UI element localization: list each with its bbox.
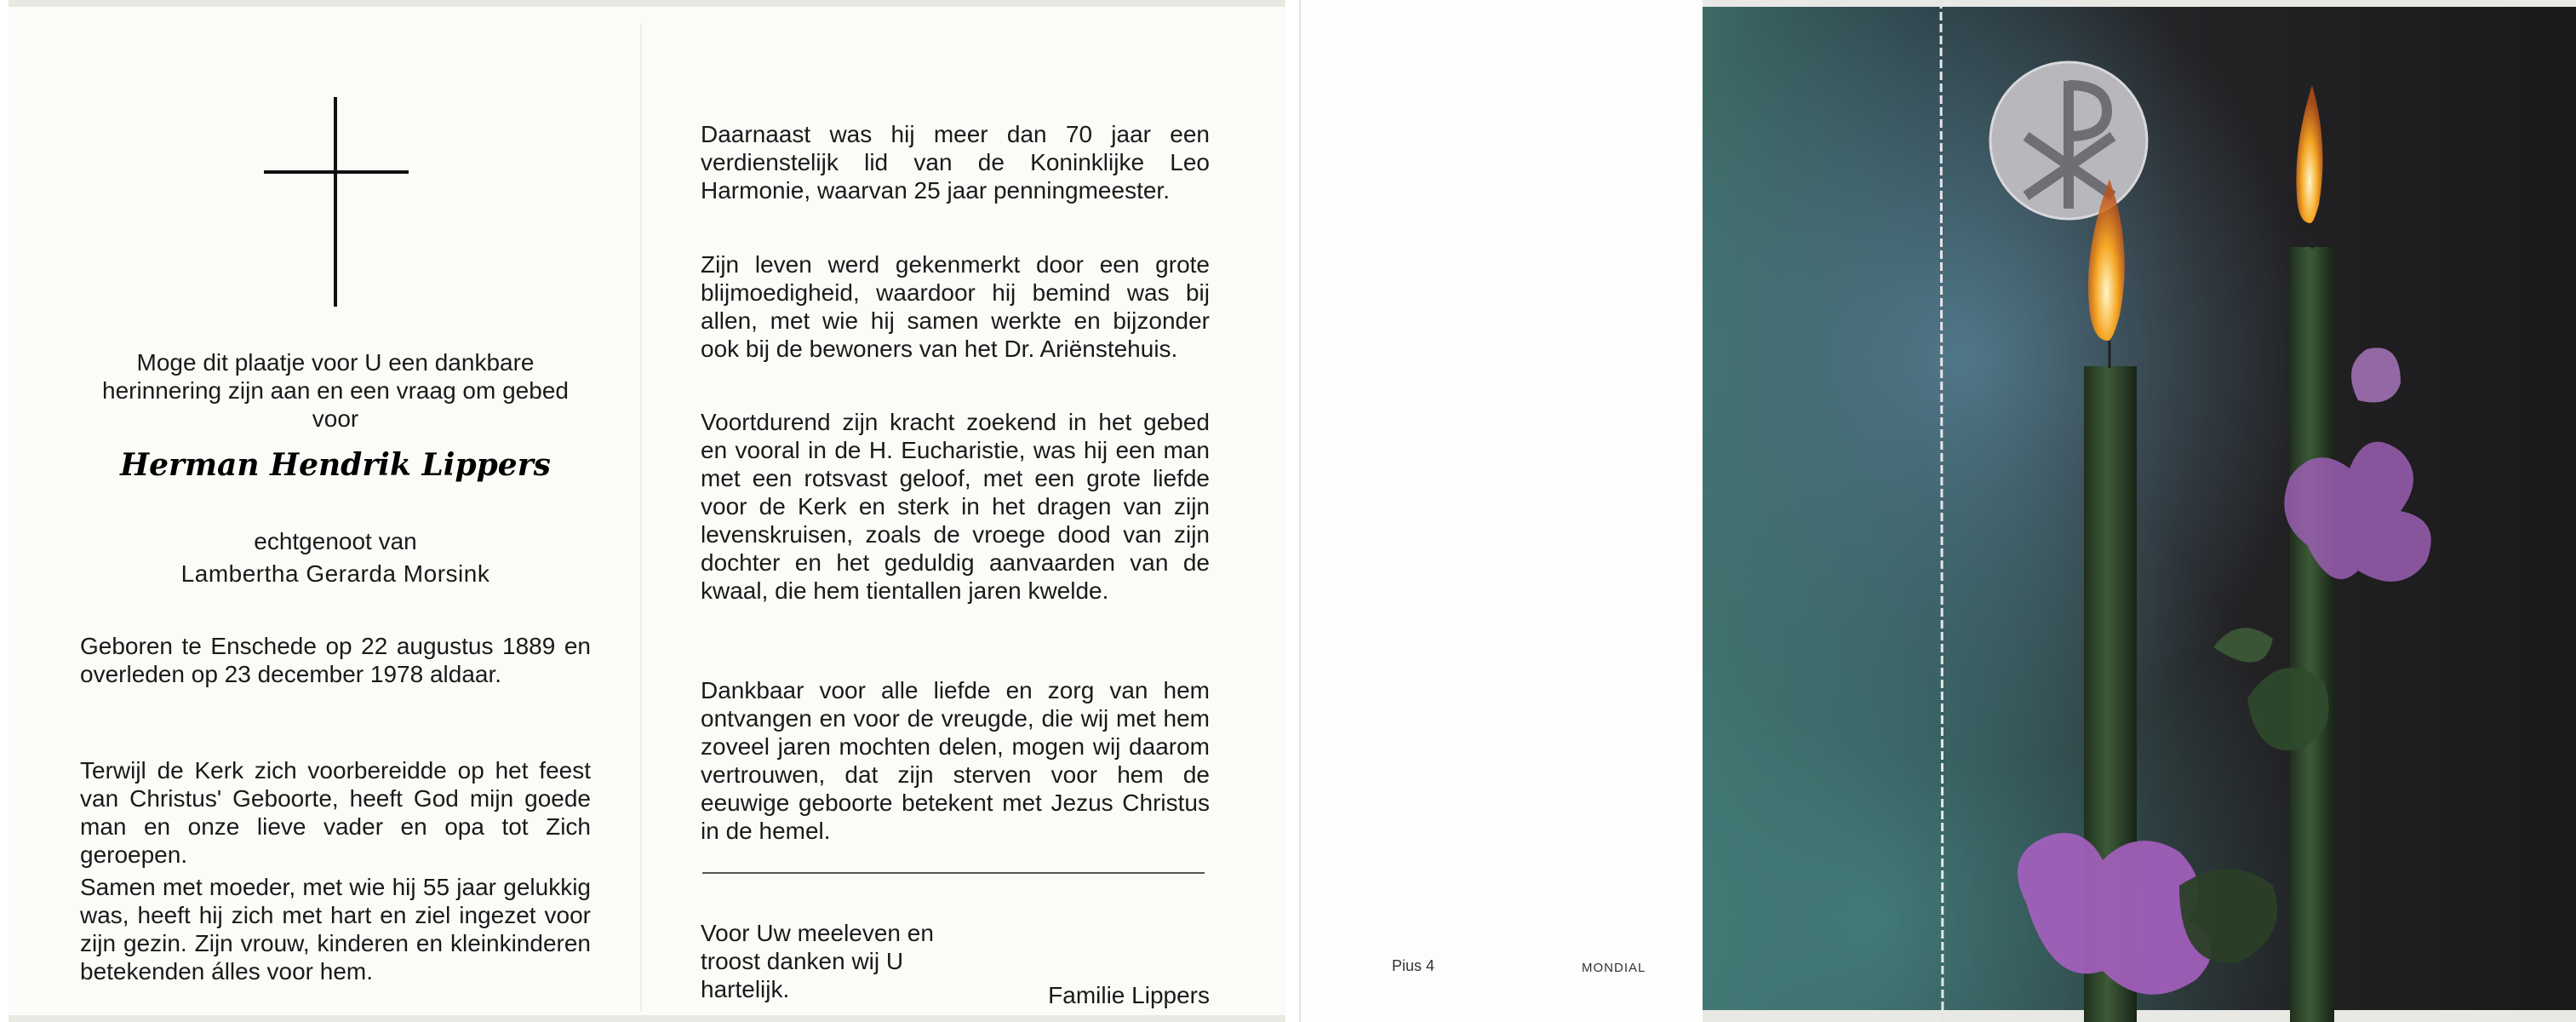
- paragraph: Daarnaast was hij meer dan 70 jaar een verdienstelijk lid van de Koninklijke Leo Harmonie, waarvan 25 jaar penningmeester.: [701, 121, 1210, 204]
- print-code: Pius 4: [1392, 957, 1435, 974]
- spouse-name: Lambertha Gerarda Morsink: [180, 560, 490, 587]
- paragraph: Samen met moeder, met wie hij 55 jaar gelukkig was, heeft hij zich met hart en ziel ingezet voor zijn gezin. Zijn vrouw, kinderen en kleinkinderen betekenden álles voor hem.: [80, 874, 591, 985]
- printer-name: MONDIAL: [1582, 961, 1646, 975]
- paragraph: Voortdurend zijn kracht zoekend in het gebed en vooral in de H. Eucharistie, was hij een man met een rotsvast geloof, met een grote liefde voor de Kerk en sterk in het dragen van zijn levenskruisen, zoals de vroege dood van zijn dochter en het geduldig aanvaarden van de kwaal, die hem tientallen jaren kwelde.: [701, 409, 1210, 604]
- spouse-role: echtgenoot van: [254, 528, 417, 554]
- memorial-card-inner: [9, 0, 1285, 1022]
- memorial-card-back: [1299, 0, 1703, 1022]
- candle-photo: [1703, 0, 2576, 1022]
- deceased-name: Herman Hendrik Lippers: [120, 447, 551, 483]
- intro-text: Moge dit plaatje voor U een dankbare herinnering zijn aan en een vraag om gebed voor: [102, 349, 569, 432]
- family-signature: Familie Lippers: [1048, 982, 1210, 1008]
- card-fold-line: [640, 24, 642, 1012]
- thanks-text: Voor Uw meeleven en troost danken wij U hartelijk.: [701, 920, 934, 1002]
- birth-death-text: Geboren te Enschede op 22 augustus 1889 en overleden op 23 december 1978 aldaar.: [80, 633, 591, 687]
- chi-rho-icon: [1990, 62, 2147, 219]
- cross-icon: [264, 97, 409, 307]
- divider: [702, 872, 1205, 874]
- paragraph: Terwijl de Kerk zich voorbereidde op het feest van Christus' Geboorte, heeft God mijn goede man en onze lieve vader en opa tot Zich geroepen.: [80, 757, 591, 868]
- photo-illustration: [1703, 0, 2576, 1022]
- paragraph: Zijn leven werd gekenmerkt door een grote blijmoedigheid, waardoor hij bemind was bij allen, met wie hij samen werkte en bijzonder ook bij de bewoners van het Dr. Ariënstehuis.: [701, 251, 1210, 362]
- paragraph: Dankbaar voor alle liefde en zorg van hem ontvangen en voor de vreugde, die wij met hem zoveel jaren mochten delen, mogen wij daarom vertrouwen, dat zijn sterven voor hem de eeuwige geboorte betekent met Jezus Christus in de hemel.: [701, 677, 1210, 844]
